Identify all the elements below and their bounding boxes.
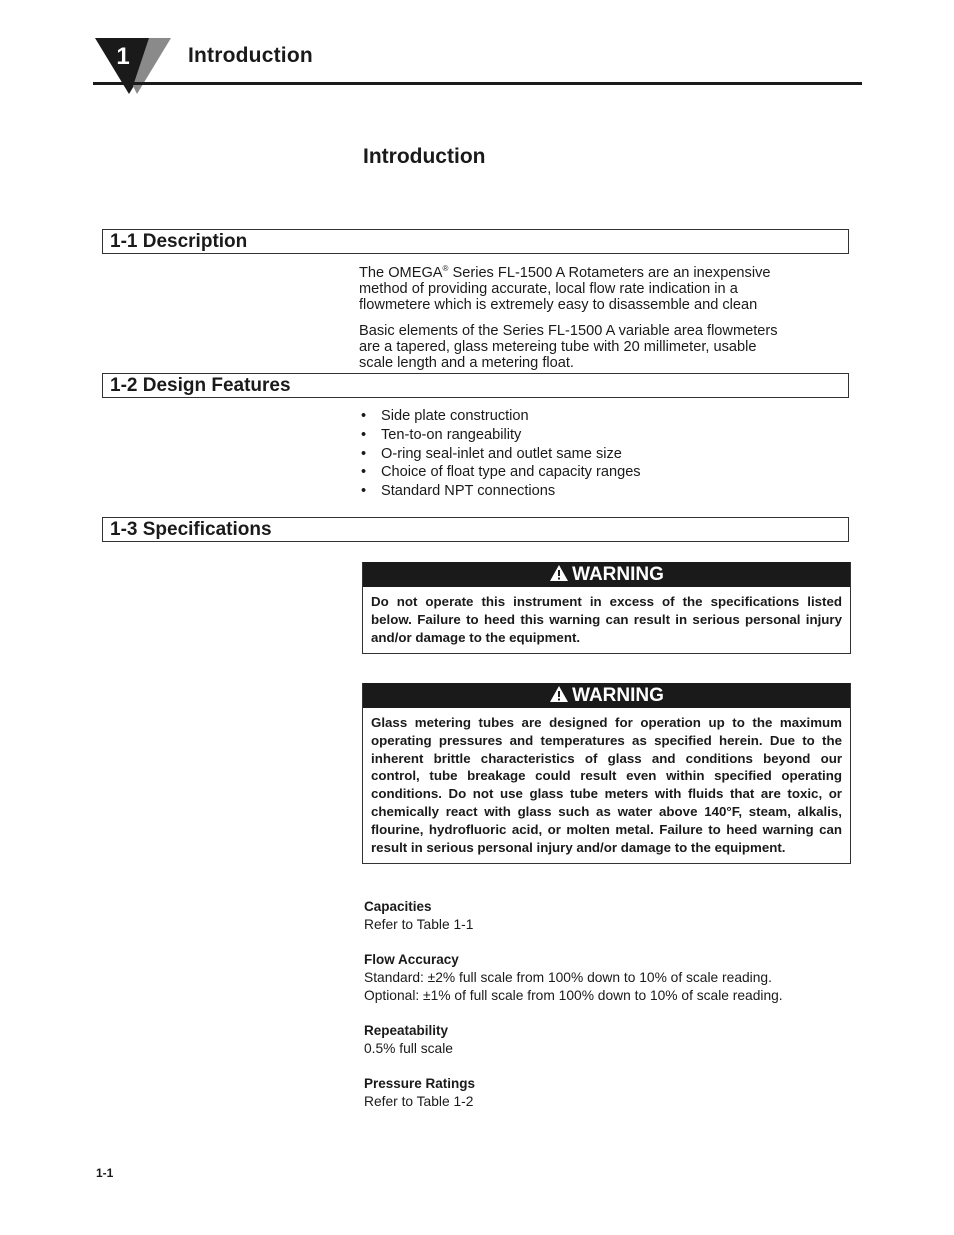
section-title: 1-2 Design Features <box>110 375 291 396</box>
warning-text: Do not operate this instrument in excess of the specifications listed below. Failure to heed this warning can result in serious personal injury and/or damage to the equipment. <box>371 594 842 645</box>
list-item: • Ten-to-on rangeability <box>361 426 522 443</box>
spec-value-pressure-ratings: Refer to Table 1-2 <box>364 1094 474 1109</box>
section-title: 1-3 Specifications <box>110 519 272 540</box>
description-paragraph-1: The OMEGA® Series FL-1500 A Rotameters are an inexpensive method of providing accurate, local flow rate indication in a flowmetere which is extremely easy to disassemble and clean <box>359 264 771 313</box>
spec-label-flow-accuracy: Flow Accuracy <box>364 952 459 967</box>
list-item: • Standard NPT connections <box>361 483 556 500</box>
section-specifications-header <box>102 517 849 542</box>
list-item: • Side plate construction <box>361 408 529 424</box>
warning-triangle-icon <box>549 564 569 582</box>
spec-value-repeatability: 0.5% full scale <box>364 1041 453 1056</box>
spec-label-repeatability: Repeatability <box>364 1023 449 1038</box>
spec-label-capacities: Capacities <box>364 899 432 914</box>
spec-value-flow-accuracy: Standard: ±2% full scale from 100% down to 10% of scale reading. Optional: ±1% of full scale from 100% down to 10% of scale reading. <box>364 970 783 1003</box>
section-description-header <box>102 229 849 254</box>
warning-box-operation <box>362 562 851 654</box>
list-item: • O-ring seal-inlet and outlet same size <box>361 445 622 462</box>
page-heading: Introduction <box>363 145 486 168</box>
warning-text: Glass metering tubes are designed for operation up to the maximum operating pressures and temperatures as specified herein. Due to the inherent brittle characteristics of glass and conditions beyond our control, tube breakage could result even within specified operating conditions. Do not use glass tube meters with fluids that are toxic, or chemically react with glass such as water above 140°F, steam, alkalis, flourine, hydrofluoric acid, or molten metal. Failure to heed warning can result in serious personal injury and/or damage to the equipment. <box>371 715 842 855</box>
spec-label-pressure-ratings: Pressure Ratings <box>364 1076 476 1091</box>
section-title: 1-1 Description <box>110 231 248 252</box>
design-features-list <box>359 407 641 501</box>
warning-box-glass-tubes <box>362 683 851 864</box>
section-design-features-header <box>102 373 849 398</box>
chapter-number: 1 <box>116 43 130 70</box>
page-number: 1-1 <box>96 1166 114 1180</box>
spec-value-capacities: Refer to Table 1-1 <box>364 917 474 932</box>
chapter-title: Introduction <box>188 44 313 67</box>
chapter-badge <box>93 36 171 98</box>
warning-header: WARNING <box>363 562 850 587</box>
list-item: • Choice of float type and capacity ranges <box>361 464 641 481</box>
header-rule <box>93 82 862 85</box>
warning-triangle-icon <box>549 685 569 703</box>
description-paragraph-2: Basic elements of the Series FL-1500 A variable area flowmeters are a tapered, glass metereing tube with 20 millimeter, usable scale length and a metering float. <box>359 323 778 371</box>
warning-header: WARNING <box>363 683 850 708</box>
